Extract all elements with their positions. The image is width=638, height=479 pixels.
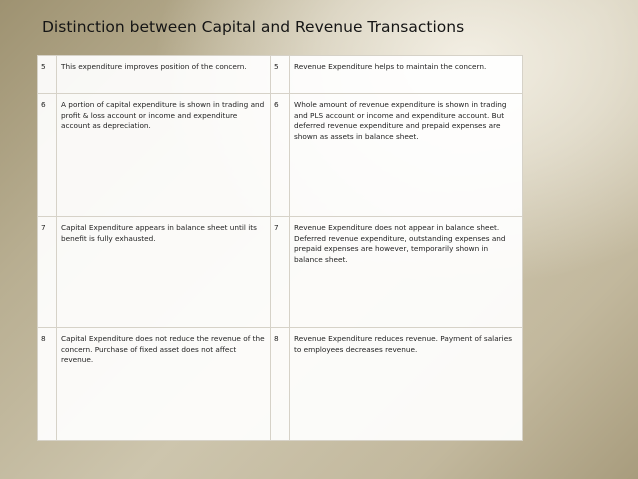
- capital-point-text: Capital Expenditure does not reduce the revenue of the concern. Purchase of fixed asset does not affect revenue.: [57, 328, 271, 441]
- capital-point-number: 6: [38, 94, 57, 217]
- comparison-table: [37, 55, 523, 441]
- table-row: [38, 217, 523, 328]
- slide-title: Distinction between Capital and Revenue Transactions: [42, 18, 465, 36]
- revenue-point-number: 7: [271, 217, 290, 328]
- revenue-point-number: 6: [271, 94, 290, 217]
- capital-point-number: 8: [38, 328, 57, 441]
- table-row: [38, 328, 523, 441]
- capital-point-text: A portion of capital expenditure is shown in trading and profit & loss account or income and expenditure account as depreciation.: [57, 94, 271, 217]
- capital-point-text: This expenditure improves position of the concern.: [57, 56, 271, 94]
- table-row: [38, 94, 523, 217]
- revenue-point-number: 5: [271, 56, 290, 94]
- revenue-point-text: Whole amount of revenue expenditure is shown in trading and PLS account or income and expenditure account. But deferred revenue expenditure and prepaid expenses are shown as assets in balance sheet.: [290, 94, 523, 217]
- revenue-point-text: Revenue Expenditure does not appear in balance sheet. Deferred revenue expenditure, outstanding expenses and prepaid expenses are however, temporarily shown in balance sheet.: [290, 217, 523, 328]
- capital-point-number: 7: [38, 217, 57, 328]
- capital-point-text: Capital Expenditure appears in balance sheet until its benefit is fully exhausted.: [57, 217, 271, 328]
- revenue-point-text: Revenue Expenditure helps to maintain the concern.: [290, 56, 523, 94]
- revenue-point-text: Revenue Expenditure reduces revenue. Payment of salaries to employees decreases revenue.: [290, 328, 523, 441]
- capital-point-number: 5: [38, 56, 57, 94]
- table-row: [38, 56, 523, 94]
- revenue-point-number: 8: [271, 328, 290, 441]
